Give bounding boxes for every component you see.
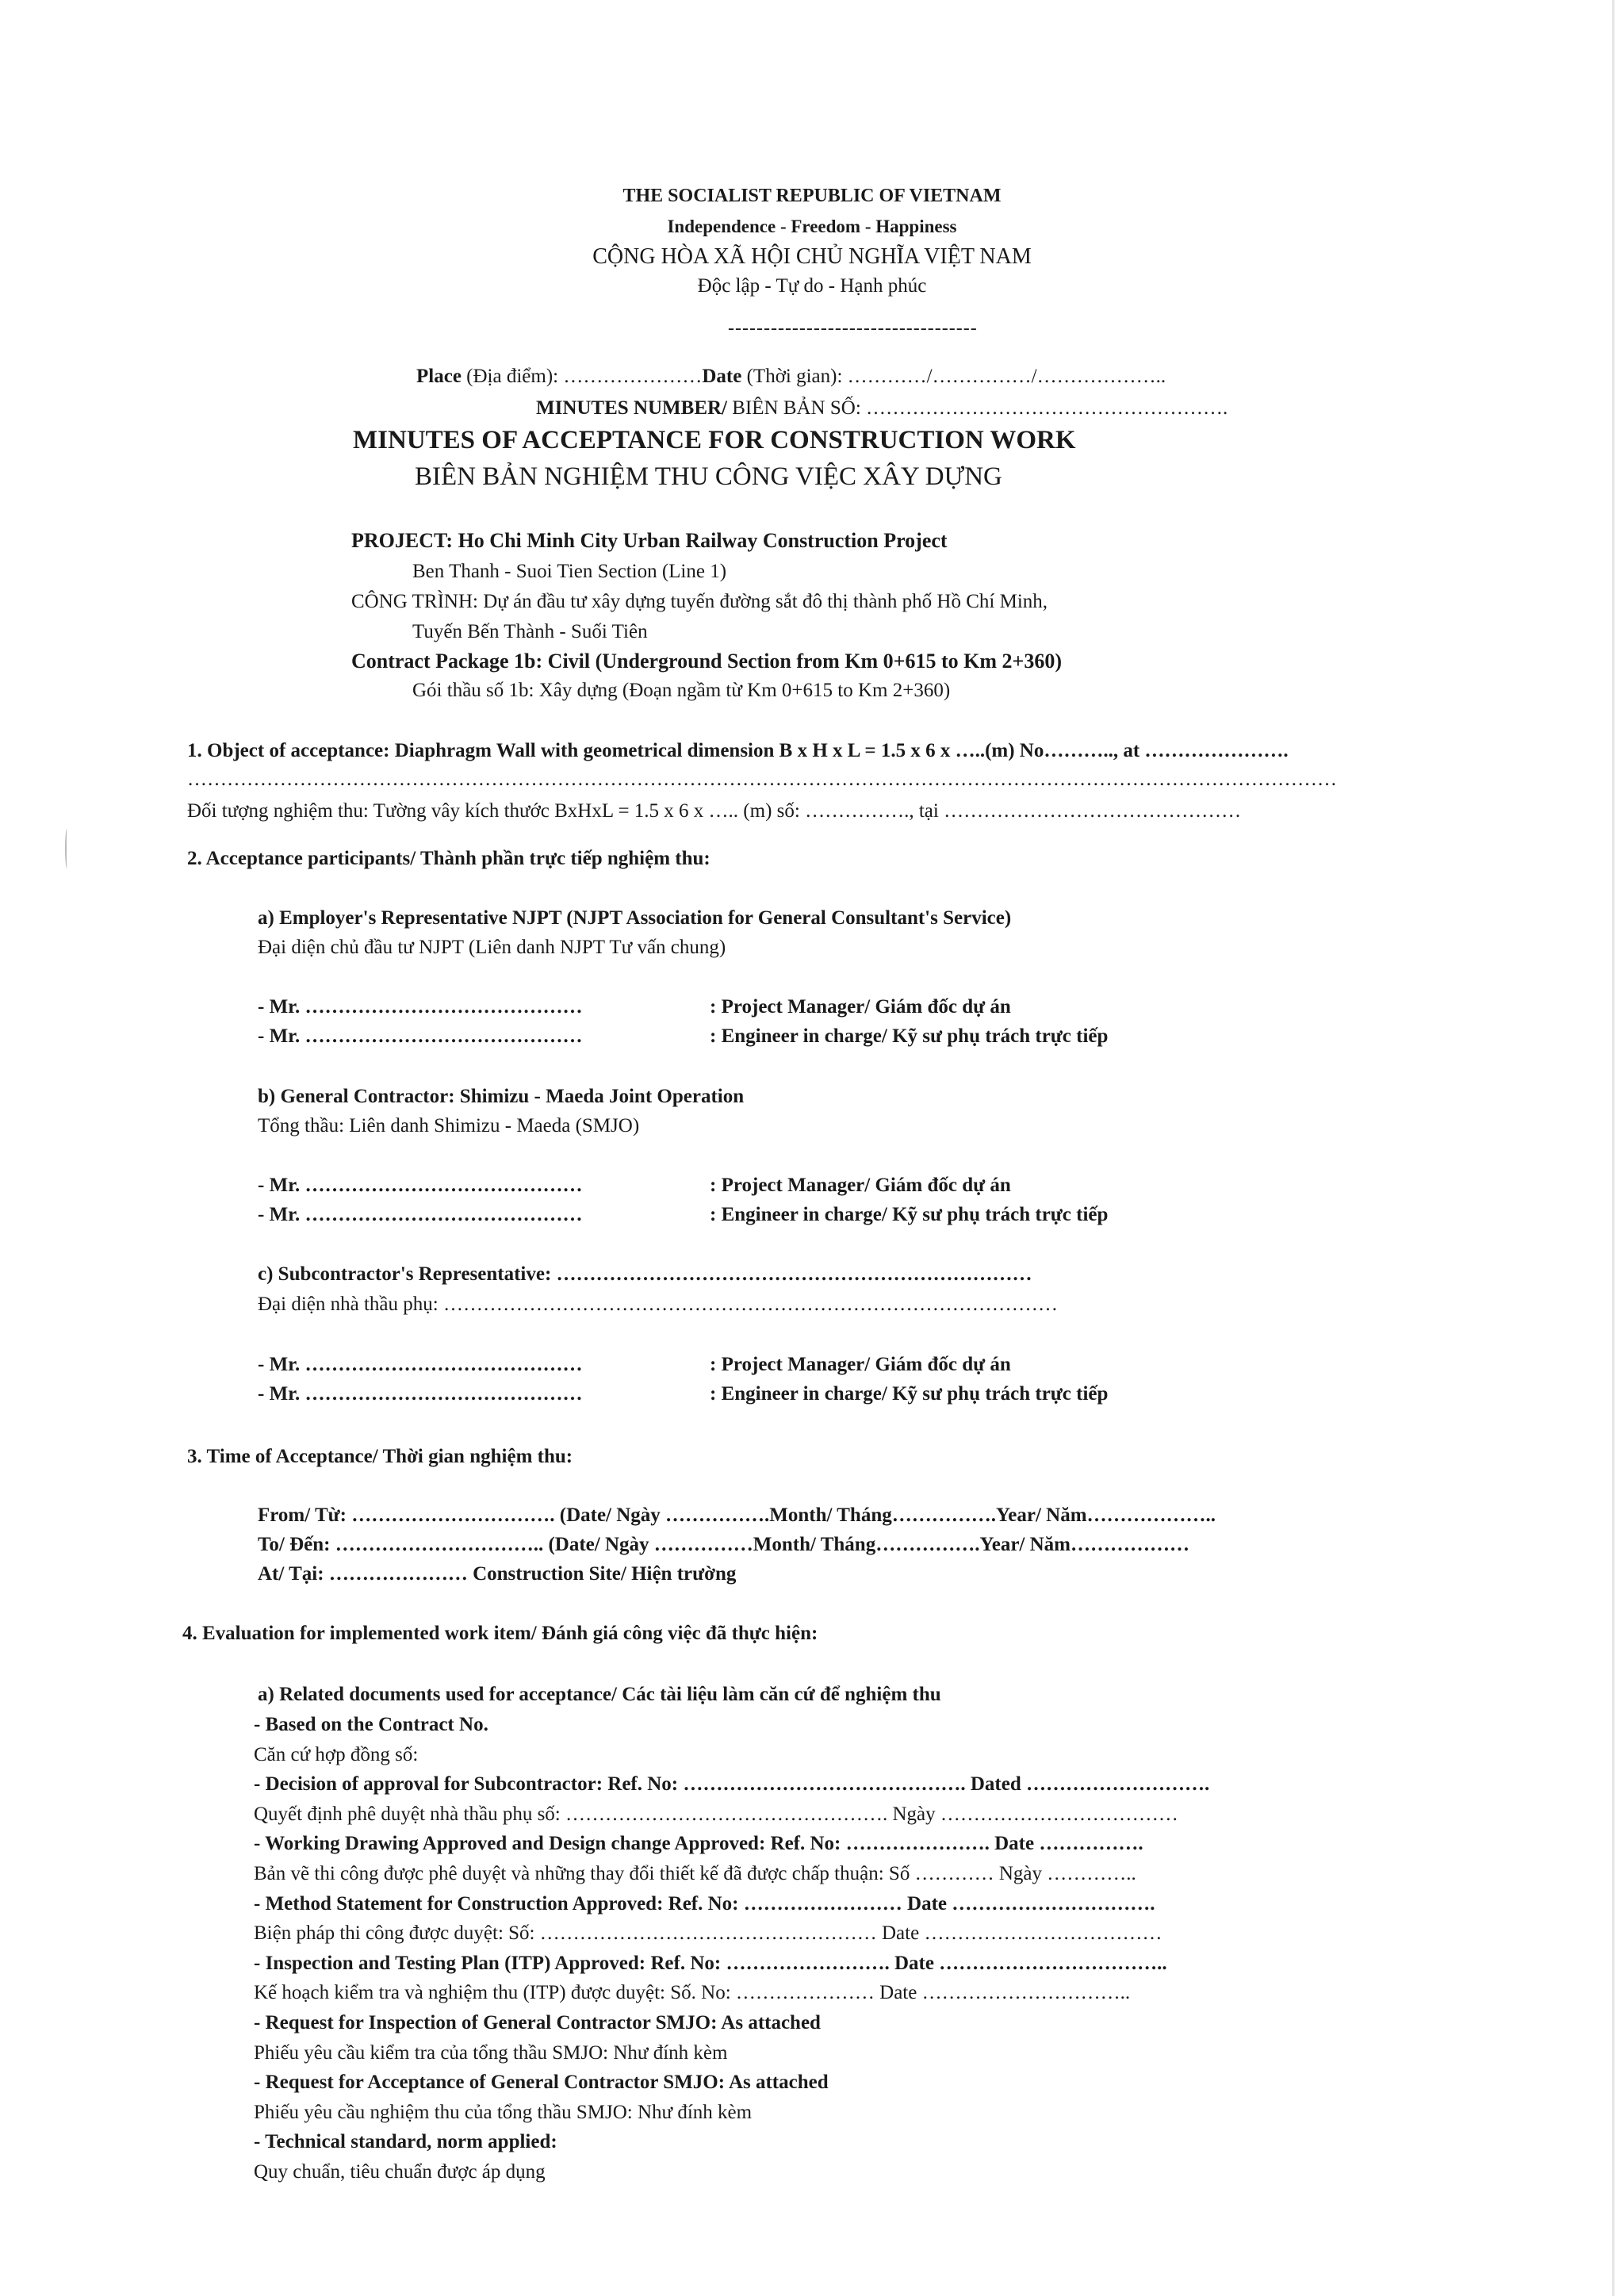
date-label-vi: (Thời gian): bbox=[741, 366, 848, 387]
time-to: To/ Đến: ………………………….. (Date/ Ngày ……………Month/ Tháng…………….Year/ Năm……………… bbox=[258, 1534, 1190, 1555]
time-from: From/ Từ: …………………………. (Date/ Ngày …………….Month/ Tháng…………….Year/ Năm……………….. bbox=[258, 1504, 1216, 1526]
related-doc-item: Kế hoạch kiểm tra và nghiệm thu (ITP) được duyệt: Số. No: ………………… Date ………………………….. bbox=[254, 1982, 1131, 2003]
place-dots: ………………… bbox=[563, 366, 703, 387]
minutes-number-label-vi: BIÊN BẢN SỐ: bbox=[727, 397, 867, 419]
project-vi-line2: Tuyến Bến Thành - Suối Tiên bbox=[412, 621, 648, 642]
document-title-vi: BIÊN BẢN NGHIỆM THU CÔNG VIỆC XÂY DỰNG bbox=[415, 462, 1002, 491]
section1-object-vi: Đối tượng nghiệm thu: Tường vây kích thước BxHxL = 1.5 x 6 x ….. (m) số: ……………., tại ……………………………………… bbox=[187, 800, 1242, 822]
employer-mr-2: - Mr. …………………………………… bbox=[258, 1025, 583, 1047]
related-doc-item: Quyết định phê duyệt nhà thầu phụ số: …………………………………………. Ngày ……………………………… bbox=[254, 1803, 1178, 1825]
place-label-vi: (Địa điểm): bbox=[461, 366, 564, 387]
contractor-mr-2: - Mr. …………………………………… bbox=[258, 1204, 583, 1225]
subcontractor-heading-vi: Đại diện nhà thầu phụ: ………………………………………………………………………………… bbox=[258, 1294, 1058, 1315]
minutes-number-line bbox=[536, 397, 1228, 420]
project-line2: Ben Thanh - Suoi Tien Section (Line 1) bbox=[412, 561, 727, 582]
place-date-line bbox=[416, 365, 1166, 389]
employer-role-engineer: : Engineer in charge/ Kỹ sư phụ trách trực tiếp bbox=[710, 1025, 1109, 1047]
contractor-role-pm: : Project Manager/ Giám đốc dự án bbox=[710, 1175, 1011, 1196]
employer-heading-vi: Đại diện chủ đầu tư NJPT (Liên danh NJPT Tư vấn chung) bbox=[258, 937, 726, 958]
scan-edge bbox=[1612, 0, 1614, 2296]
scan-mark bbox=[65, 829, 69, 868]
subcontractor-role-pm: : Project Manager/ Giám đốc dự án bbox=[710, 1354, 1011, 1375]
employer-mr-1: - Mr. …………………………………… bbox=[258, 996, 583, 1018]
related-doc-item: - Request for Inspection of General Contractor SMJO: As attached bbox=[254, 2012, 821, 2033]
contract-package-vi: Gói thầu số 1b: Xây dựng (Đoạn ngầm từ Km 0+615 to Km 2+360) bbox=[412, 680, 951, 701]
subcontractor-mr-2: - Mr. …………………………………… bbox=[258, 1383, 583, 1405]
related-doc-item: Phiếu yêu cầu nghiệm thu của tổng thầu SMJO: Như đính kèm bbox=[254, 2102, 753, 2123]
related-doc-item: Bản vẽ thi công được phê duyệt và những thay đổi thiết kế đã được chấp thuận: Số ………… Ngày ………….. bbox=[254, 1863, 1136, 1884]
contractor-mr-1: - Mr. …………………………………… bbox=[258, 1175, 583, 1196]
section4-heading: 4. Evaluation for implemented work item/ Đánh giá công việc đã thực hiện: bbox=[182, 1623, 818, 1644]
contractor-heading: b) General Contractor: Shimizu - Maeda Joint Operation bbox=[258, 1086, 745, 1107]
section2-heading: 2. Acceptance participants/ Thành phần trực tiếp nghiệm thu: bbox=[187, 848, 710, 869]
time-at: At/ Tại: ………………… Construction Site/ Hiện trường bbox=[258, 1563, 737, 1585]
employer-role-pm: : Project Manager/ Giám đốc dự án bbox=[710, 996, 1011, 1018]
contractor-heading-vi: Tổng thầu: Liên danh Shimizu - Maeda (SMJO) bbox=[258, 1115, 640, 1137]
project-label: PROJECT: Ho Chi Minh City Urban Railway Construction Project bbox=[351, 529, 948, 552]
employer-heading: a) Employer's Representative NJPT (NJPT Association for General Consultant's Service) bbox=[258, 907, 1012, 929]
related-doc-item: - Working Drawing Approved and Design change Approved: Ref. No: …………………. Date ……………. bbox=[254, 1833, 1143, 1854]
place-label: Place bbox=[416, 366, 462, 387]
project-vi-line1: CÔNG TRÌNH: Dự án đầu tư xây dựng tuyến đường sắt đô thị thành phố Hồ Chí Minh, bbox=[351, 591, 1048, 612]
related-doc-item: Biện pháp thi công được duyệt: Số: …………………………………………… Date ……………………………… bbox=[254, 1922, 1162, 1944]
subcontractor-mr-1: - Mr. …………………………………… bbox=[258, 1354, 583, 1375]
minutes-number-dots: ………………………………………………. bbox=[866, 397, 1228, 419]
related-doc-item: - Method Statement for Construction Approved: Ref. No: …………………… Date …………………………. bbox=[254, 1893, 1155, 1915]
header-divider: ----------------------------------- bbox=[728, 318, 978, 339]
country-name-en: THE SOCIALIST REPUBLIC OF VIETNAM bbox=[622, 186, 1002, 206]
minutes-number-label: MINUTES NUMBER/ bbox=[536, 397, 727, 419]
related-doc-item: - Decision of approval for Subcontractor: Ref. No: ……………………………………. Dated ………………………. bbox=[254, 1773, 1210, 1795]
national-motto-en: Independence - Freedom - Happiness bbox=[667, 217, 957, 236]
contract-package: Contract Package 1b: Civil (Underground Section from Km 0+615 to Km 2+360) bbox=[351, 650, 1062, 673]
national-motto-vi: Độc lập - Tự do - Hạnh phúc bbox=[697, 275, 927, 297]
date-dots: …………/……………/……………….. bbox=[847, 366, 1166, 387]
section3-heading: 3. Time of Acceptance/ Thời gian nghiệm thu: bbox=[187, 1446, 573, 1467]
related-doc-item: - Inspection and Testing Plan (ITP) Approved: Ref. No: ……………………. Date …………………………….. bbox=[254, 1953, 1167, 1974]
document-title-en: MINUTES OF ACCEPTANCE FOR CONSTRUCTION WORK bbox=[353, 426, 1076, 454]
subcontractor-role-engineer: : Engineer in charge/ Kỹ sư phụ trách trực tiếp bbox=[710, 1383, 1109, 1405]
section1-dots-line: ………………………………………………………………………………………………………………………………………………………… bbox=[187, 769, 1337, 790]
related-doc-item: - Technical standard, norm applied: bbox=[254, 2131, 557, 2152]
contractor-role-engineer: : Engineer in charge/ Kỹ sư phụ trách trực tiếp bbox=[710, 1204, 1109, 1225]
related-doc-item: Căn cứ hợp đồng số: bbox=[254, 1744, 419, 1765]
related-doc-item: Phiếu yêu cầu kiểm tra của tổng thầu SMJO: Như đính kèm bbox=[254, 2042, 728, 2064]
related-doc-item: - Based on the Contract No. bbox=[254, 1714, 488, 1735]
related-docs-heading: a) Related documents used for acceptance/ Các tài liệu làm căn cứ để nghiệm thu bbox=[258, 1684, 941, 1705]
country-name-vi: CỘNG HÒA XÃ HỘI CHỦ NGHĨA VIỆT NAM bbox=[592, 244, 1032, 269]
date-label: Date bbox=[702, 366, 742, 387]
related-doc-item: Quy chuẩn, tiêu chuẩn được áp dụng bbox=[254, 2161, 546, 2183]
related-doc-item: - Request for Acceptance of General Contractor SMJO: As attached bbox=[254, 2072, 829, 2093]
subcontractor-heading: c) Subcontractor's Representative: ……………………………………………………………… bbox=[258, 1263, 1032, 1285]
section1-object: 1. Object of acceptance: Diaphragm Wall with geometrical dimension B x H x L = 1.5 x 6 x …..(m) No……….., at …………………. bbox=[187, 740, 1289, 761]
